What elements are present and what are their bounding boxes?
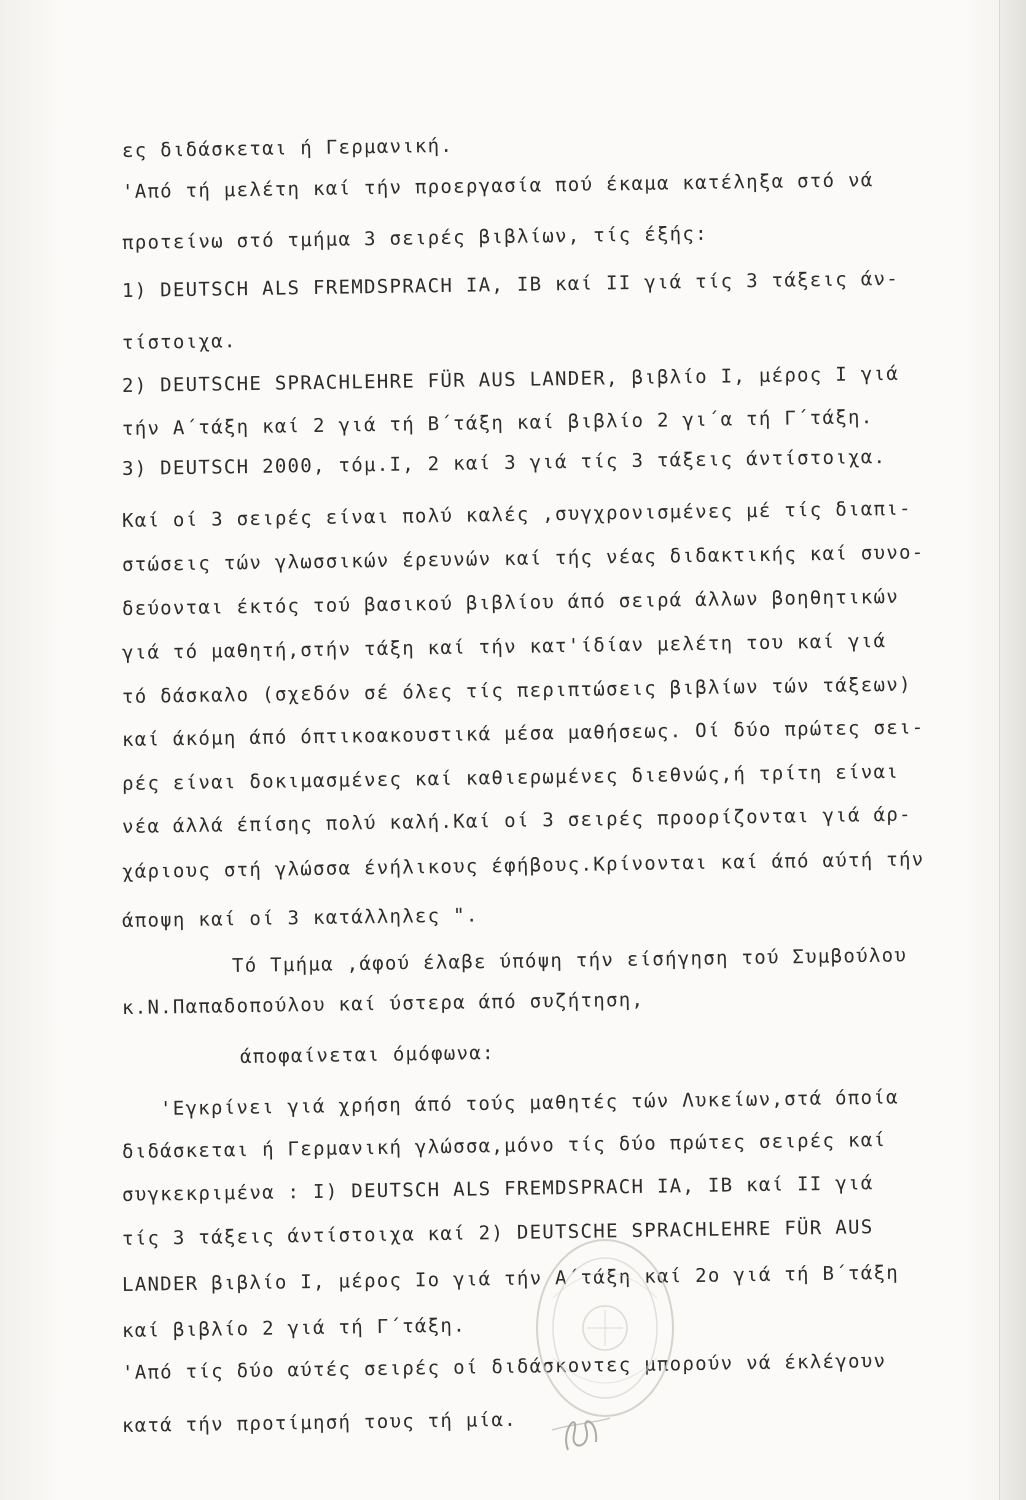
handwritten-signature (540, 1390, 620, 1470)
text-line: καί βιβλίο 2 γιά τή Γ΄τάξη. (121, 1314, 467, 1342)
text-line: τίστοιχα. (121, 330, 237, 354)
text-line: καί άκόμη άπό όπτικοακουστικά μέσα μαθήσεως. Οί δύο πρώτες σει- (121, 716, 925, 751)
text-line: γιά τό μαθητή,στήν τάξη καί τήν κατ'ίδίαν μελέτη του καί γιά (121, 629, 887, 664)
text-line: κατά τήν προτίμησή τους τή μία. (121, 1408, 518, 1437)
text-line: 1) DEUTSCH ALS FREMDSPRACH IA, IB καί II γιά τίς 3 τάξεις άν- (121, 267, 900, 302)
text-line: ες διδάσκεται ή Γερμανική. (121, 134, 454, 162)
text-line: διδάσκεται ή Γερμανική γλώσσα,μόνο τίς δύο πρώτες σειρές καί (121, 1128, 887, 1163)
text-line: κ.Ν.Παπαδοπούλου καί ύστερα άπό συζήτηση, (121, 988, 645, 1019)
text-line: δεύονται έκτός τού βασικού βιβλίου άπό σειρά άλλων βοηθητικών (121, 585, 900, 620)
text-line: 'Από τίς δύο αύτές σειρές οί διδάσκοντες μπορούν νά έκλέγουν (121, 1349, 887, 1384)
text-line: προτείνω στό τμήμα 3 σειρές βιβλίων, τίς έξής: (121, 222, 709, 254)
text-line: στώσεις τών γλωσσικών έρευνών καί τής νέας διδακτικής καί συνο- (121, 541, 925, 576)
text-line: 'Από τή μελέτη καί τήν προεργασία πού έκαμα κατέληξα στό νά (121, 169, 874, 203)
text-line: 2) DEUTSCHE SPRACHLEHRE FÜR AUS LANDER, βιβλίο I, μέρος I γιά (121, 362, 900, 397)
text-line: τίς 3 τάξεις άντίστοιχα καί 2) DEUTSCHE SPRACHLEHRE FÜR AUS (121, 1216, 874, 1250)
text-line: συγκεκριμένα : I) DEUTSCH ALS FREMDSPRACH IA, IB καί II γιά (121, 1172, 874, 1206)
text-line: άποψη καί οί 3 κατάλληλες ". (121, 904, 479, 932)
text-line: τήν Α΄τάξη καί 2 γιά τή Β΄τάξη καί βιβλίο 2 γι΄α τή Γ΄τάξη. (121, 406, 874, 440)
text-line: Τό Τμήμα ,άφού έλαβε ύπόψη τήν είσήγηση τού Συμβούλου (231, 944, 908, 977)
text-line: νέα άλλά έπίσης πολύ καλή.Καί οί 3 σειρές προορίζονται γιά άρ- (121, 803, 912, 838)
text-line: τό δάσκαλο (σχεδόν σέ όλες τίς περιπτώσεις βιβλίων τών τάξεων) (121, 673, 912, 708)
text-line: 3) DEUTSCH 2000, τόμ.I, 2 καί 3 γιά τίς 3 τάξεις άντίστοιχα. (121, 445, 887, 480)
text-line: Καί οί 3 σειρές είναι πολύ καλές ,συγχρονισμένες μέ τίς διαπι- (121, 497, 912, 532)
text-line: ρές είναι δοκιμασμένες καί καθιερωμένες διεθνώς,ή τρίτη είναι (121, 760, 900, 795)
text-line: LANDER βιβλίο I, μέρος Ιο γιά τήν Α΄τάξη καί 2ο γιά τή Β΄τάξη (121, 1261, 900, 1296)
text-line: χάριους στή γλώσσα ένήλικους έφήβους.Κρίνονται καί άπό αύτή τήν (121, 848, 925, 883)
page-edge (999, 0, 1026, 1500)
text-line: 'Εγκρίνει γιά χρήση άπό τούς μαθητές τών Λυκείων,στά όποία (159, 1086, 899, 1120)
text-line: άποφαίνεται όμόφωνα: (239, 1041, 495, 1068)
